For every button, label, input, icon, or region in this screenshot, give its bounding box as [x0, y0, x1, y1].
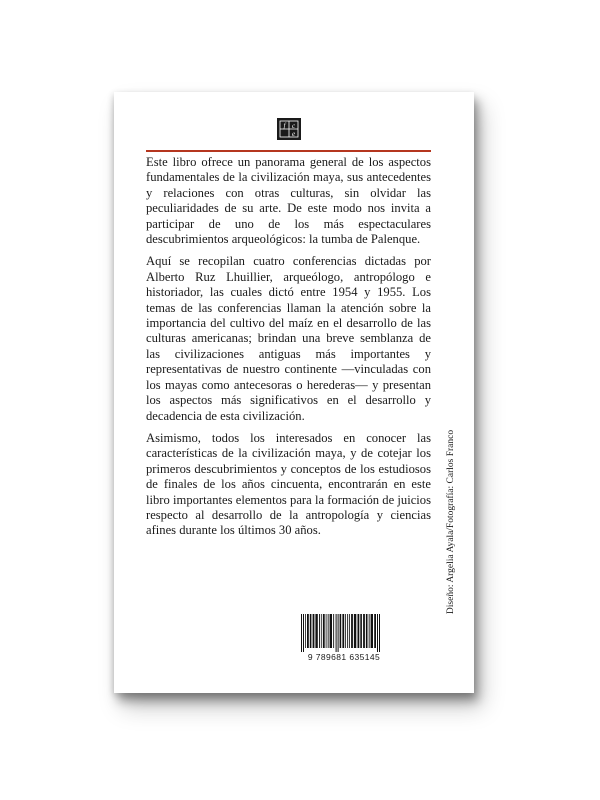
blurb-paragraph-1: Este libro ofrece un panorama general de los aspectos fundamentales de la civilización maya, sus antecedentes y relaciones con otras culturas, sin olvidar las peculiaridades de su arte. De este modo nos invita a participar de uno de los más espectaculares descubrimientos arqueológicos: la tumba de Palenque. [146, 155, 431, 247]
book-back-cover [114, 92, 474, 693]
isbn-number: 9 789681 635145 [298, 652, 390, 662]
red-divider-rule [146, 150, 431, 152]
blurb-paragraph-3: Asimismo, todos los interesados en conocer las características de la civilización maya, y de cotejar los primeros descubrimientos y conceptos de los estudiosos de finales de los años cincuenta, encontrarán en este libro importantes elementos para la formación de juicios respecto al desarrollo de la antropología y ciencias afines durante los últimos 30 años. [146, 430, 431, 538]
svg-text:c: c [291, 122, 296, 130]
svg-text:f: f [283, 122, 286, 130]
back-cover-blurb [146, 155, 431, 546]
svg-text:e: e [291, 130, 296, 138]
fce-publisher-logo-icon [277, 118, 301, 140]
blurb-paragraph-2: Aquí se recopilan cuatro conferencias dictadas por Alberto Ruz Lhuillier, arqueólogo, antropólogo e historiador, las cuales dictó entre 1954 y 1955. Los temas de las conferencias llaman la atención sobre la importancia del cultivo del maíz en el desarrollo de las culturas americanas; brindan una breve semblanza de las civilizaciones antiguas más importantes y representativas de nuestro continente —vinculadas con los mayas como antecesoras o herederas— y presentan los aspectos más significativos en el desarrollo y decadencia de esta civilización. [146, 254, 431, 423]
credits-text: Diseño: Argelia Ayala/Fotografía: Carlos Franco [446, 429, 457, 615]
design-photo-credits [443, 392, 459, 652]
